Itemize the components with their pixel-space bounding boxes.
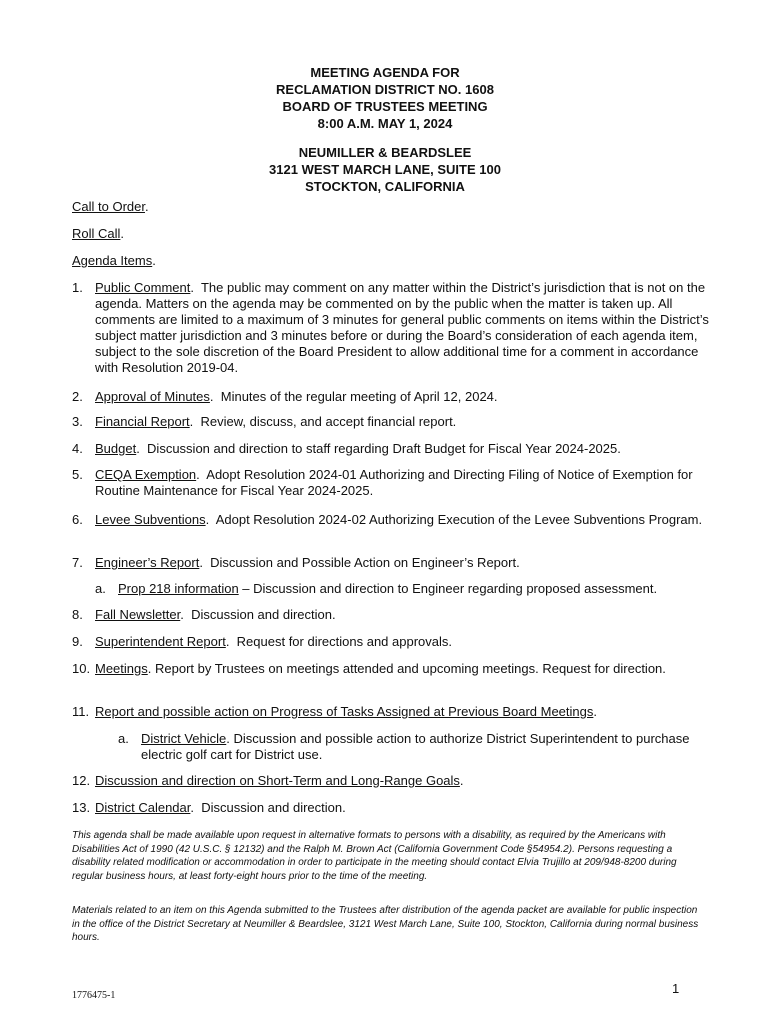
item-title: Approval of Minutes [95, 389, 210, 404]
item-title: Budget [95, 441, 137, 456]
item-title: Prop 218 information [118, 581, 239, 596]
item-text: Review, discuss, and accept financial report. [200, 414, 457, 429]
section-roll-call: Roll Call. [72, 226, 125, 241]
item-number: 10. [72, 661, 91, 676]
item-title: Superintendent Report [95, 634, 226, 649]
item-title: Report and possible action on Progress of Tasks Assigned at Previous Board Meetings [95, 704, 594, 719]
page-number: 1 [672, 981, 680, 996]
item-text: Discussion and possible action to authorize District Superintendent to purchase electric golf cart for District use. [141, 731, 690, 762]
location-line: NEUMILLER & BEARDSLEE [298, 145, 472, 160]
item-number: 7. [72, 555, 83, 570]
section-title: Call to Order [72, 199, 145, 214]
agenda-item: 9. Superintendent Report. Request for directions and approvals. [72, 634, 453, 649]
materials-notice: Materials related to an item on this Agenda submitted to the Trustees after distribution of the agenda packet are available for public inspection in the office of the District Secretary at Neumiller & Beardslee, 3121 West March Lane, Suite 100, Stockton, California during normal business hours. [72, 905, 699, 943]
location-line: 3121 WEST MARCH LANE, SUITE 100 [269, 162, 501, 177]
item-text: Report by Trustees on meetings attended and upcoming meetings. Request for direction. [154, 661, 666, 676]
section-call-to-order: Call to Order. [72, 199, 149, 214]
item-text: Adopt Resolution 2024-02 Authorizing Execution of the Levee Subventions Program. [215, 512, 703, 527]
agenda-item: 10. Meetings. Report by Trustees on meetings attended and upcoming meetings. Request for direction. [72, 661, 666, 676]
item-number: a. [95, 581, 106, 596]
item-number: 4. [72, 441, 83, 456]
location-line: STOCKTON, CALIFORNIA [305, 179, 465, 194]
title-line: RECLAMATION DISTRICT NO. 1608 [276, 82, 494, 97]
agenda-item: 6. Levee Subventions. Adopt Resolution 2024-02 Authorizing Execution of the Levee Subventions Program. [72, 512, 703, 527]
agenda-item: 5. CEQA Exemption. Adopt Resolution 2024-01 Authorizing and Directing Filing of Notice of Exemption for Routine Maintenance for Fiscal Year 2024-2025. [72, 467, 693, 498]
item-number: a. [118, 731, 129, 746]
item-text: Request for directions and approvals. [236, 634, 453, 649]
agenda-subitem: a. Prop 218 information – Discussion and direction to Engineer regarding proposed assessment. [95, 581, 658, 596]
item-number: 5. [72, 467, 83, 482]
agenda-item: 13. District Calendar. Discussion and direction. [72, 800, 346, 815]
item-number: 8. [72, 607, 83, 622]
item-text: Adopt Resolution 2024-01 Authorizing and Directing Filing of Notice of Exemption for Routine Maintenance for Fiscal Year 2024-2025. [95, 467, 693, 498]
agenda-subitem: a. District Vehicle. Discussion and possible action to authorize District Superintendent to purchase electric golf cart for District use. [118, 731, 690, 762]
item-title: District Calendar [95, 800, 191, 815]
section-agenda-items: Agenda Items. [72, 253, 156, 268]
section-title: Roll Call [72, 226, 121, 241]
item-title: Engineer’s Report [95, 555, 200, 570]
agenda-item: 3. Financial Report. Review, discuss, and accept financial report. [72, 414, 457, 429]
agenda-item: 8. Fall Newsletter. Discussion and direction. [72, 607, 336, 622]
agenda-item: 4. Budget. Discussion and direction to staff regarding Draft Budget for Fiscal Year 2024-2025. [72, 441, 621, 456]
item-title: Meetings [95, 661, 148, 676]
item-number: 13. [72, 800, 91, 815]
item-text: The public may comment on any matter within the District’s jurisdiction that is not on the agenda. Matters on the agenda may be commented on by the public when the matter is taken up. All comments are limited to a maximum of 3 minutes for general public comments on items within the District’s subject matter jurisdiction and 3 minutes before or during the Board’s consideration of each agenda item, subject to the sole discretion of the Board President to allow additional time for a comment in accordance with Resolution 2019-04. [95, 280, 709, 375]
agenda-title-block [0, 64, 770, 132]
item-number: 2. [72, 389, 83, 404]
agenda-item: 7. Engineer’s Report. Discussion and Possible Action on Engineer’s Report. [72, 555, 520, 570]
document-id: 1776475-1 [72, 990, 116, 1001]
item-text: Discussion and direction to Engineer regarding proposed assessment. [253, 581, 658, 596]
item-text: Discussion and direction. [191, 607, 336, 622]
agenda-item: 11. Report and possible action on Progress of Tasks Assigned at Previous Board Meetings. [72, 704, 597, 719]
item-number: 6. [72, 512, 83, 527]
item-title: Fall Newsletter [95, 607, 181, 622]
section-title: Agenda Items [72, 253, 153, 268]
item-text: Discussion and direction. [201, 800, 346, 815]
location-block [0, 144, 770, 195]
item-title: CEQA Exemption [95, 467, 197, 482]
item-title: District Vehicle [141, 731, 227, 746]
agenda-item: 1. Public Comment. The public may comment on any matter within the District’s jurisdiction that is not on the agenda. Matters on the agenda may be commented on by the public when the matter is taken up. All comments are limited to a maximum of 3 minutes for general public comments on items within the District’s subject matter jurisdiction and 3 minutes before or during the Board’s consideration of each agenda item, subject to the sole discretion of the Board President to allow additional time for a comment in accordance with Resolution 2019-04. [72, 280, 709, 375]
item-text: Discussion and direction to staff regarding Draft Budget for Fiscal Year 2024-2025. [147, 441, 621, 456]
title-line: BOARD OF TRUSTEES MEETING [282, 99, 488, 114]
title-line: MEETING AGENDA FOR [310, 65, 460, 80]
item-number: 9. [72, 634, 83, 649]
item-title: Discussion and direction on Short-Term and Long-Range Goals [95, 773, 460, 788]
ada-notice: This agenda shall be made available upon request in alternative formats to persons with a disability, as required by the Americans with Disabilities Act of 1990 (42 U.S.C. § 12132) and the Ralph M. Brown Act (California Government Code §54954.2). Persons requesting a disability related modification or accommodation in order to participate in the meeting should contact Elvia Trujillo at 209/948-8200 during regular business hours, at least forty-eight hours prior to the time of the meeting. [72, 830, 677, 882]
item-text: Minutes of the regular meeting of April 12, 2024. [220, 389, 498, 404]
item-title: Levee Subventions [95, 512, 206, 527]
agenda-item: 12. Discussion and direction on Short-Term and Long-Range Goals. [72, 773, 464, 788]
agenda-item: 2. Approval of Minutes. Minutes of the regular meeting of April 12, 2024. [72, 389, 498, 404]
item-number: 3. [72, 414, 83, 429]
item-number: 11. [72, 704, 90, 719]
item-number: 1. [72, 280, 83, 295]
item-title: Financial Report [95, 414, 190, 429]
item-title: Public Comment [95, 280, 191, 295]
item-number: 12. [72, 773, 91, 788]
title-line: 8:00 A.M. MAY 1, 2024 [317, 116, 453, 131]
item-text: Discussion and Possible Action on Engineer’s Report. [210, 555, 520, 570]
